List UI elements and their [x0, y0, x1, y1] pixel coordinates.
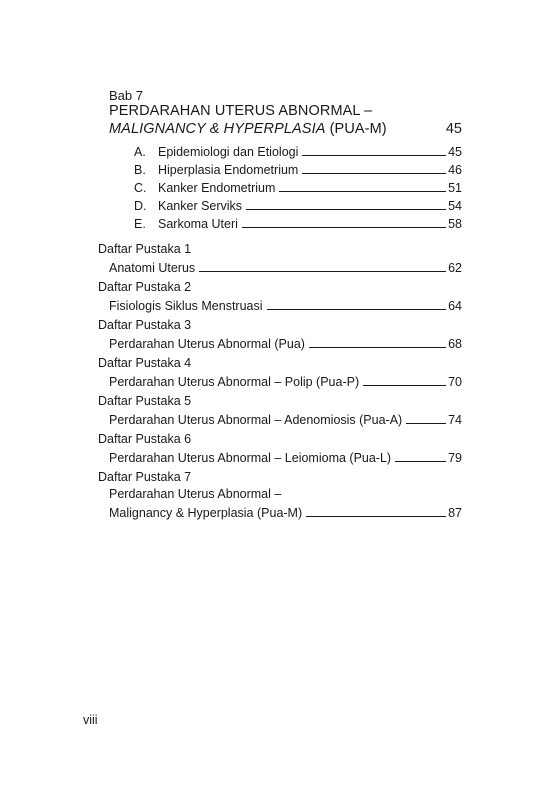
chapter-title-suffix: (PUA-M) — [325, 121, 387, 137]
section-page: 51 — [448, 181, 462, 195]
reference-heading: Daftar Pustaka 1 — [98, 242, 192, 256]
reference-page: 74 — [448, 413, 462, 427]
page-number: viii — [83, 713, 98, 727]
leader-line — [302, 173, 446, 174]
toc-reference-5[interactable] — [109, 410, 462, 427]
section-page: 54 — [448, 199, 462, 213]
section-page: 58 — [448, 217, 462, 231]
leader-line — [306, 516, 446, 517]
leader-line — [363, 385, 446, 386]
chapter-title-line2 — [109, 121, 387, 137]
reference-page: 79 — [448, 451, 462, 465]
leader-line — [246, 209, 446, 210]
reference-page: 64 — [448, 299, 462, 313]
reference-title: Anatomi Uterus — [109, 261, 196, 275]
section-letter: A. — [134, 145, 146, 159]
toc-reference-2[interactable] — [109, 296, 462, 313]
leader-line — [199, 271, 446, 272]
reference-heading: Daftar Pustaka 2 — [98, 280, 192, 294]
leader-line — [395, 461, 446, 462]
toc-section-d[interactable] — [134, 196, 462, 213]
chapter-title-italic: MALIGNANCY & HYPERPLASIA — [109, 121, 326, 137]
section-letter: E. — [134, 217, 146, 231]
section-letter: D. — [134, 199, 147, 213]
reference-page: 62 — [448, 261, 462, 275]
leader-line — [302, 155, 446, 156]
leader-line — [242, 227, 446, 228]
reference-heading: Daftar Pustaka 3 — [98, 318, 192, 332]
reference-title: Malignancy & Hyperplasia (Pua-M) — [109, 506, 303, 520]
leader-line — [406, 423, 446, 424]
toc-section-c[interactable] — [134, 178, 462, 195]
reference-title: Perdarahan Uterus Abnormal – Polip (Pua-P) — [109, 375, 360, 389]
toc-reference-4[interactable] — [109, 372, 462, 389]
reference-title: Perdarahan Uterus Abnormal – Leiomioma (Pua-L) — [109, 451, 392, 465]
toc-reference-6[interactable] — [109, 448, 462, 465]
reference-title: Perdarahan Uterus Abnormal (Pua) — [109, 337, 305, 351]
reference-heading: Daftar Pustaka 7 — [98, 470, 192, 484]
reference-heading: Daftar Pustaka 4 — [98, 356, 192, 370]
reference-heading: Daftar Pustaka 6 — [98, 432, 192, 446]
toc-section-e[interactable] — [134, 214, 462, 231]
toc-reference-1[interactable] — [109, 258, 462, 275]
toc-section-a[interactable] — [134, 142, 462, 159]
leader-line — [267, 309, 447, 310]
section-page: 45 — [448, 145, 462, 159]
section-title: Kanker Endometrium — [158, 181, 276, 195]
leader-line — [309, 347, 446, 348]
leader-line — [279, 191, 446, 192]
toc-reference-3[interactable] — [109, 334, 462, 351]
reference-page: 68 — [448, 337, 462, 351]
reference-title: Perdarahan Uterus Abnormal – Adenomiosis (Pua-A) — [109, 413, 403, 427]
section-letter: B. — [134, 163, 146, 177]
reference-title-line1: Perdarahan Uterus Abnormal – — [109, 487, 282, 501]
section-title: Sarkoma Uteri — [158, 217, 238, 231]
chapter-title-line1: PERDARAHAN UTERUS ABNORMAL – — [109, 103, 373, 119]
section-page: 46 — [448, 163, 462, 177]
reference-page: 70 — [448, 375, 462, 389]
section-title: Kanker Serviks — [158, 199, 243, 213]
reference-heading: Daftar Pustaka 5 — [98, 394, 192, 408]
chapter-label: Bab 7 — [109, 88, 143, 103]
reference-page: 87 — [448, 506, 462, 520]
section-title: Epidemiologi dan Etiologi — [158, 145, 299, 159]
toc-reference-7[interactable] — [109, 503, 462, 520]
section-title: Hiperplasia Endometrium — [158, 163, 299, 177]
section-letter: C. — [134, 181, 147, 195]
chapter-page-number: 45 — [445, 121, 462, 137]
toc-section-b[interactable] — [134, 160, 462, 177]
reference-title: Fisiologis Siklus Menstruasi — [109, 299, 263, 313]
